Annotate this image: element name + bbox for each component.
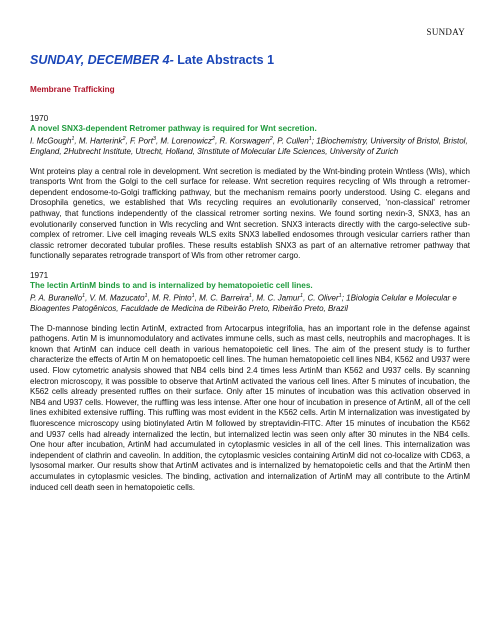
author-name: I. McGough (30, 136, 72, 146)
author-sup: 1 (82, 293, 86, 299)
author-sup: 2 (212, 136, 216, 142)
abstract-body: Wnt proteins play a central role in development. Wnt secretion is mediated by the Wnt-binding protein Wntless (Wls), which transports Wnt from the Golgi to the cell surface for release. Wnt secretion requires recycling of Wls through a retromer-dependent endosome-to-Golgi trafficking pathway, but the mechanism remains poorly understood. Using C. elegans and Drosophila genetics, we established that Wls recycling requires an evolutionarily conserved, 'non-classical' retromer pathway, that functions independently of the classical retromer sorting nexins. We found sorting nexin-3, SNX3, has an evolutionarily conserved function in Wls recycling and Wnt secretion. SNX3 interacts directly with the cargo-selective sub-complex of retromer. Live cell imaging reveals WLS exits SNX3 labelled endosomes through vesicular carriers rather than classic retromer decorated tubular profiles. These results establish SNX3 as part of an alternative retromer pathway that functionally separates retrograde transport of Wls from other retromer cargo. (30, 166, 470, 261)
author-sup: 3 (152, 136, 156, 142)
author-name: , R. Korswagen (215, 136, 270, 146)
author-name: P. A. Buranello (30, 293, 83, 303)
title-rest: Late Abstracts 1 (173, 53, 275, 67)
author-name: , V. M. Mazucato (85, 293, 145, 303)
author-name: , C. Oliver (303, 293, 339, 303)
running-head: SUNDAY (426, 27, 465, 37)
abstract-number: 1971 (30, 271, 49, 280)
author-sup: 1 (71, 136, 75, 142)
author-sup: 1 (338, 293, 342, 299)
author-sup: 2 (122, 136, 126, 142)
content (30, 53, 470, 502)
author-sup: 2 (269, 136, 273, 142)
abstract-number: 1970 (30, 114, 49, 123)
page-title (30, 53, 470, 67)
author-list (30, 134, 470, 158)
author-name: , M. C. Jamur (251, 293, 300, 303)
author-name: , P. Cullen (272, 136, 309, 146)
affiliation: ; 1Biochemistry, University of Bristol, Bristol, England, 2Hubrecht Institute, Utrecht, Holland, 3Institute of Molecular Life Sciences, University of Zurich (30, 136, 468, 157)
author-sup: 1 (144, 293, 148, 299)
abstract-1971 (30, 271, 470, 493)
author-name: , F. Port (125, 136, 153, 146)
abstract-1970 (30, 114, 470, 262)
author-name: , M. Harterink (74, 136, 123, 146)
author-name: , M. C. Barreira (194, 293, 249, 303)
abstract-title: The lectin ArtinM binds to and is internalized by hematopoietic cell lines. (30, 281, 313, 290)
title-date: SUNDAY, DECEMBER 4- (30, 53, 174, 67)
author-list (30, 291, 470, 315)
author-sup: 1 (308, 136, 312, 142)
author-name: , M. Lorenowicz (155, 136, 213, 146)
author-sup: 1 (191, 293, 195, 299)
author-sup: 1 (248, 293, 252, 299)
section-heading: Membrane Trafficking (30, 85, 115, 94)
author-name: , M. R. Pinto (147, 293, 192, 303)
abstract-title: A novel SNX3-dependent Retromer pathway is required for Wnt secretion. (30, 124, 317, 133)
author-sup: 1 (300, 293, 304, 299)
abstract-body: The D-mannose binding lectin ArtinM, extracted from Artocarpus integrifolia, has an important role in the defense against pathogens. Artin M is imunnomodulatory and activates immune cells, such as mast cells, neutrophils and macrophages. It is known that ArtinM can induce cell death in various hematopoietic cell lines. The aim of the present study is to further characterize the effects of Artin M on hematopoetic cell lines. The human hematopoietic cell lines NB4, K562 and U937 were used. Flow cytometric analysis showed that NB4 cells bind 2.4 times less ArtinM than K562 and U937 cells. By scanning electron microscopy, it was possible to observe that ArtinM activated the various cell lines. After 5 minutes of incubation, the K562 cells already presented ruffles on their surface. Only after 15 minutes of incubation was this activation observed in NB4 and U937 cells. However, the ruffling was less intense. After one hour of incubation in presence of ArtinM, all of the cell lines exhibited extensive ruffling. This ruffling was most evident in the K562 cells. Artin M internalization was investigated by fluorescence microscopy using biotinylated Artin M followed by streptavidin-FITC. After 15 minutes of incubation the K562 and U937 cells had already internalized the lectin, but internalized lectin was seen only after 30 minutes in the NB4 cells. One hour after incubation, ArtinM had accumulated in cytoplasmic vesicles in all of the cell lines. This internalization was independent of clathrin and caveolin. In addition, the cytoplasmic vesicles containing ArtinM did not co-localize with CD63, a lysosomal marker. Our results show that ArtinM activates and is internalized by hematopoietic cells and that the ArtinM then accumulates in cytoplasmic vesicles. The binding, activation and internalization of ArtinM may all contribute to the ArtinM induced cell death seen in hematopoietic cells. (30, 323, 470, 492)
affiliation: ; 1Biologia Celular e Molecular e Bioagentes Patogênicos, Faculdade de Medicina de Ribeirão Preto, Ribeirão Preto, Brazil (30, 293, 457, 314)
